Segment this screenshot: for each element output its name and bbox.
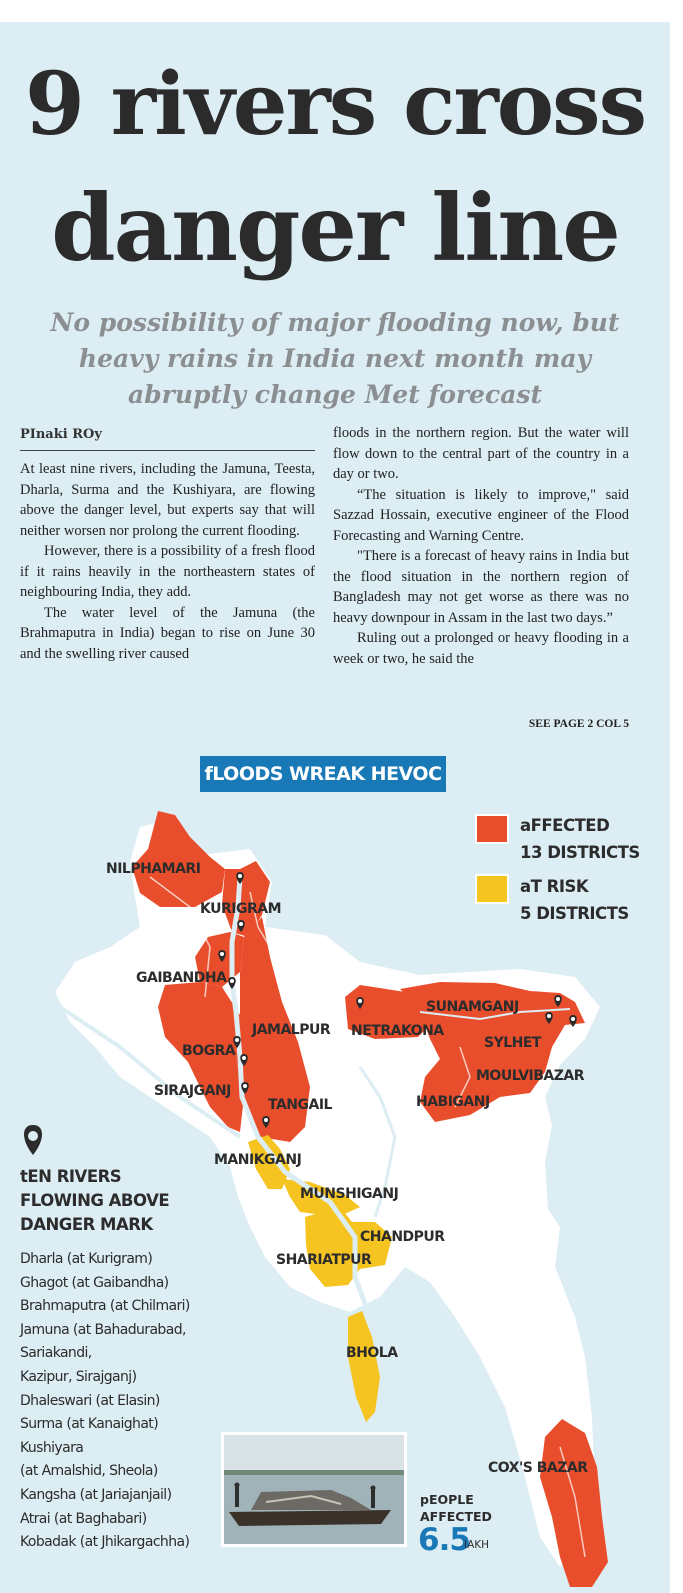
people-affected-value: 6.5 [418,1522,470,1558]
district-label: SUNAMGANJ [426,999,519,1015]
legend-affected-count: 13 DISTRICTS [520,843,640,862]
people-affected-label [420,1491,492,1525]
list-item: Kobadak (at Jhikargachha) [20,1534,190,1551]
headline-line-1: 9 rivers cross [25,54,645,155]
legend-at-risk-swatch [475,874,509,904]
people-affected-label-line: pEOPLE [420,1492,474,1507]
district-bhola [348,1311,380,1422]
list-item: Kangsha (at Jariajanjail) [20,1486,172,1503]
subheadline-line-2: heavy rains in India next month may [78,344,592,373]
district-label: GAIBANDHA [136,970,227,986]
byline: PInaki ROy [20,427,102,442]
legend-at-risk-count: 5 DISTRICTS [520,904,629,923]
list-item: Dharla (at Kurigram) [20,1251,153,1267]
list-item: Brahmaputra (at Chilmari) [20,1298,190,1315]
location-pin-icon [24,1125,42,1155]
legend-affected-label: aFFECTED [520,816,610,835]
district-label: NILPHAMARI [106,861,201,877]
district-label: TANGAIL [268,1097,332,1113]
list-item: Atrai (at Baghabari) [20,1510,147,1527]
paragraph: "There is a forecast of heavy rains in India but the flood situation in the northern region of Bangladesh may not get worse as there was no heavy downpour in Assam in the last two days.” [333,548,629,626]
paragraph: floods in the northern region. But the water will flow down to the central part of the country in a day or two. [333,425,629,482]
legend-affected-swatch [475,814,509,844]
paragraph: Ruling out a prolonged or heavy flooding in a week or two, he said the [333,630,629,667]
flood-boat-photo [221,1432,407,1547]
list-item: Kazipur, Sirajganj) [20,1368,137,1385]
article-column-1 [20,459,315,664]
paragraph: However, there is a possibility of a fresh flood if it rains heavily in the northeastern states of neighbouring India, they add. [20,543,315,600]
subheadline-line-3: abruptly change Met forecast [127,380,543,409]
paragraph: The water level of the Jamuna (the Brahmaputra in India) began to rise on June 30 and the swelling river caused [20,604,315,662]
list-item: Sariakandi, [20,1345,92,1362]
rivers-heading-line: DANGER MARK [20,1215,153,1234]
rivers-list [20,1248,235,1555]
paragraph: At least nine rivers, including the Jamuna, Teesta, Dharla, Surma and the Kushiyara, are flowing above the danger level, but experts say that will neither worsen nor prolong the current flooding. [20,461,315,539]
subheadline-line-1: No possibility of major flooding now, but [50,308,620,337]
rivers-heading [20,1165,220,1237]
article-column-2 [333,423,629,669]
list-item: Ghagot (at Gaibandha) [20,1274,169,1291]
list-item: Jamuna (at Bahadurabad, [20,1321,186,1338]
list-item: Kushiyara [20,1439,84,1456]
list-item: Surma (at Kanaighat) [20,1416,159,1433]
district-label: JAMALPUR [252,1022,331,1038]
district-label: MOULVIBAZAR [476,1068,585,1084]
graphic-banner: fLOODS WREAK HEVOC [200,756,446,792]
district-label: CHANDPUR [360,1229,445,1245]
people-affected-label-line: AFFECTED [420,1509,492,1524]
district-label: MUNSHIGANJ [300,1186,399,1202]
district-label: SHARIATPUR [276,1252,372,1268]
district-label: KURIGRAM [200,901,281,917]
district-label: BOGRA [182,1043,236,1059]
rivers-heading-line: FLOWING ABOVE [20,1191,170,1210]
district-label: HABIGANJ [416,1094,490,1110]
district-nilphamari [132,811,225,907]
headline-line-2: danger line [51,174,619,282]
people-affected-unit: IAKH [464,1539,490,1551]
byline-rule [20,450,315,451]
continued-link[interactable]: SEE PAGE 2 COL 5 [528,718,629,730]
newspaper-page [0,22,670,1593]
district-label: MANIKGANJ [214,1152,302,1168]
legend-at-risk-label: aT RISK [520,877,589,896]
list-item: Dhaleswari (at Elasin) [20,1392,160,1409]
district-label: NETRAKONA [351,1023,444,1039]
district-label: SYLHET [484,1035,541,1051]
district-label: SIRAJGANJ [154,1083,231,1099]
list-item: (at Amalshid, Sheola) [20,1463,158,1480]
paragraph: “The situation is likely to improve," said Sazzad Hossain, executive engineer of the Flood Forecasting and Warning Centre. [333,486,629,544]
district-label: COX'S BAZAR [488,1460,588,1476]
rivers-heading-line: tEN RIVERS [20,1167,122,1186]
district-coxs-bazar [540,1419,608,1587]
district-label: BHOLA [346,1345,398,1361]
